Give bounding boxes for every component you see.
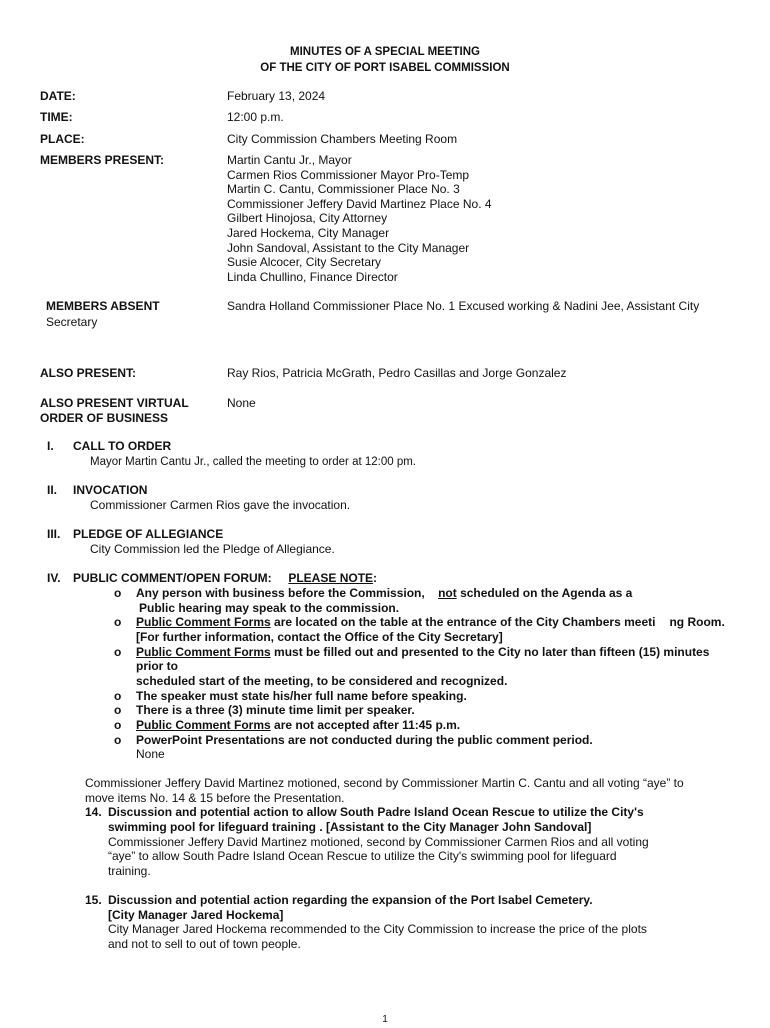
public-comment-forms-ref: Public Comment Forms bbox=[136, 645, 271, 659]
section-body-call-to-order: Mayor Martin Cantu Jr., called the meeting to order at 12:00 pm. bbox=[90, 456, 416, 468]
bullet-text-continuation: prior to bbox=[136, 659, 178, 673]
member-entry: Gilbert Hinojosa, City Attorney bbox=[227, 211, 388, 226]
bullet-text bbox=[136, 645, 709, 660]
section-number: IV. bbox=[47, 571, 61, 585]
agenda-item-body: “aye” to allow South Padre Island Ocean Rescue to utilize the City's swimming pool for lifeguard bbox=[108, 849, 617, 863]
also-present-label: ALSO PRESENT: bbox=[40, 366, 137, 380]
bullet-text bbox=[136, 718, 460, 733]
bullet-text: PowerPoint Presentations are not conducted during the public comment period. bbox=[136, 733, 593, 747]
minutes-title-line2: OF THE CITY OF PORT ISABEL COMMISSION bbox=[260, 62, 510, 74]
bullet-text bbox=[136, 615, 725, 630]
members-present-label: MEMBERS PRESENT: bbox=[40, 153, 165, 167]
section-body-pledge: City Commission led the Pledge of Allegiance. bbox=[90, 542, 335, 556]
date-label: DATE: bbox=[40, 89, 76, 103]
section-body-invocation: Commissioner Carmen Rios gave the invocation. bbox=[90, 498, 351, 512]
bullet-text-part: scheduled on the Agenda as a bbox=[460, 586, 633, 600]
members-absent-continuation: Secretary bbox=[46, 315, 98, 329]
bullet-mark: o bbox=[114, 718, 122, 732]
bullet-mark: o bbox=[114, 615, 122, 629]
minutes-title-line1: MINUTES OF A SPECIAL MEETING bbox=[290, 46, 480, 58]
bullet-text-part: must be filled out and presented to the City no later than fifteen (15) minutes bbox=[274, 645, 710, 659]
member-entry: Martin Cantu Jr., Mayor bbox=[227, 153, 352, 167]
bullet-text bbox=[136, 586, 632, 601]
agenda-item-number: 15. bbox=[85, 893, 102, 907]
section-title-call-to-order: CALL TO ORDER bbox=[73, 439, 172, 453]
agenda-item-body: Commissioner Jeffery David Martinez motioned, second by Commissioner Carmen Rios and all voting bbox=[108, 835, 649, 849]
member-entry: Jared Hockema, City Manager bbox=[227, 225, 390, 240]
bullet-text-continuation: [For further information, contact the Office of the City Secretary] bbox=[136, 630, 503, 644]
not-emphasis: not bbox=[438, 586, 457, 600]
member-entry: John Sandoval, Assistant to the City Manager bbox=[227, 240, 470, 255]
place-label: PLACE: bbox=[40, 132, 85, 146]
place-value: City Commission Chambers Meeting Room bbox=[227, 132, 458, 146]
member-entry: Carmen Rios Commissioner Mayor Pro-Temp bbox=[227, 167, 470, 182]
public-comment-forms-ref: Public Comment Forms bbox=[136, 615, 271, 629]
bullet-mark: o bbox=[114, 586, 122, 600]
page-number: 1 bbox=[382, 1014, 388, 1025]
bullet-mark: o bbox=[114, 689, 122, 703]
member-entry: Linda Chullino, Finance Director bbox=[227, 269, 398, 284]
agenda-item-title: swimming pool for lifeguard training . [Assistant to the City Manager John Sandoval] bbox=[108, 820, 592, 834]
section-number: I. bbox=[47, 439, 54, 453]
please-note-colon: : bbox=[373, 571, 378, 585]
motion-line: Commissioner Jeffery David Martinez motioned, second by Commissioner Martin C. Cantu and all voting “aye” to bbox=[85, 776, 684, 790]
bullet-text-part: Any person with business before the Commission, bbox=[136, 586, 425, 600]
members-present-list bbox=[227, 153, 492, 284]
agenda-item-body: and not to sell to out of town people. bbox=[108, 937, 301, 951]
section-title-public-comment bbox=[73, 571, 377, 586]
members-absent-value: Sandra Holland Commissioner Place No. 1 Excused working & Nadini Jee, Assistant City bbox=[227, 299, 700, 313]
also-present-virtual-value: None bbox=[227, 396, 256, 410]
bullet-text-part: are located on the table at the entrance of the City Chambers meeti bbox=[274, 615, 656, 629]
bullet-text-part: are not accepted after 11:45 p.m. bbox=[274, 718, 461, 732]
bullet-mark: o bbox=[114, 733, 122, 747]
time-label: TIME: bbox=[40, 110, 73, 124]
motion-line: move items No. 14 & 15 before the Presentation. bbox=[85, 791, 345, 805]
public-comment-forms-ref: Public Comment Forms bbox=[136, 718, 271, 732]
public-comment-none: None bbox=[136, 747, 165, 761]
also-present-value: Ray Rios, Patricia McGrath, Pedro Casillas and Jorge Gonzalez bbox=[227, 366, 567, 380]
bullet-text: There is a three (3) minute time limit per speaker. bbox=[136, 703, 415, 717]
agenda-item-body: City Manager Jared Hockema recommended to the City Commission to increase the price of the plots bbox=[108, 922, 647, 936]
order-of-business-label: ORDER OF BUSINESS bbox=[40, 411, 169, 425]
bullet-mark: o bbox=[114, 645, 122, 659]
agenda-item-body: training. bbox=[108, 864, 151, 878]
time-value: 12:00 p.m. bbox=[227, 110, 284, 124]
member-entry: Commissioner Jeffery David Martinez Place No. 4 bbox=[227, 196, 492, 211]
please-note-label: PLEASE NOTE bbox=[288, 571, 374, 585]
bullet-text: The speaker must state his/her full name before speaking. bbox=[136, 689, 467, 703]
agenda-item-title: [City Manager Jared Hockema] bbox=[108, 908, 284, 922]
agenda-item-number: 14. bbox=[85, 805, 102, 819]
agenda-item-title: Discussion and potential action to allow South Padre Island Ocean Rescue to utilize the City's bbox=[108, 805, 644, 819]
bullet-text-continuation: Public hearing may speak to the commission. bbox=[139, 601, 400, 615]
date-value: February 13, 2024 bbox=[227, 89, 326, 103]
member-entry: Susie Alcocer, City Secretary bbox=[227, 255, 382, 270]
bullet-mark: o bbox=[114, 703, 122, 717]
also-present-virtual-label: ALSO PRESENT VIRTUAL bbox=[40, 396, 189, 410]
members-absent-label: MEMBERS ABSENT bbox=[46, 299, 160, 313]
agenda-item-title: Discussion and potential action regarding the expansion of the Port Isabel Cemetery. bbox=[108, 893, 593, 907]
section-number: II. bbox=[47, 483, 58, 497]
bullet-text-part: ng Room. bbox=[669, 615, 725, 629]
section-title-invocation: INVOCATION bbox=[73, 483, 148, 497]
public-comment-heading: PUBLIC COMMENT/OPEN FORUM: bbox=[73, 571, 272, 585]
section-title-pledge: PLEDGE OF ALLEGIANCE bbox=[73, 527, 224, 541]
section-number: III. bbox=[47, 527, 61, 541]
bullet-text-continuation: scheduled start of the meeting, to be considered and recognized. bbox=[136, 674, 508, 688]
member-entry: Martin C. Cantu, Commissioner Place No. 3 bbox=[227, 182, 460, 197]
